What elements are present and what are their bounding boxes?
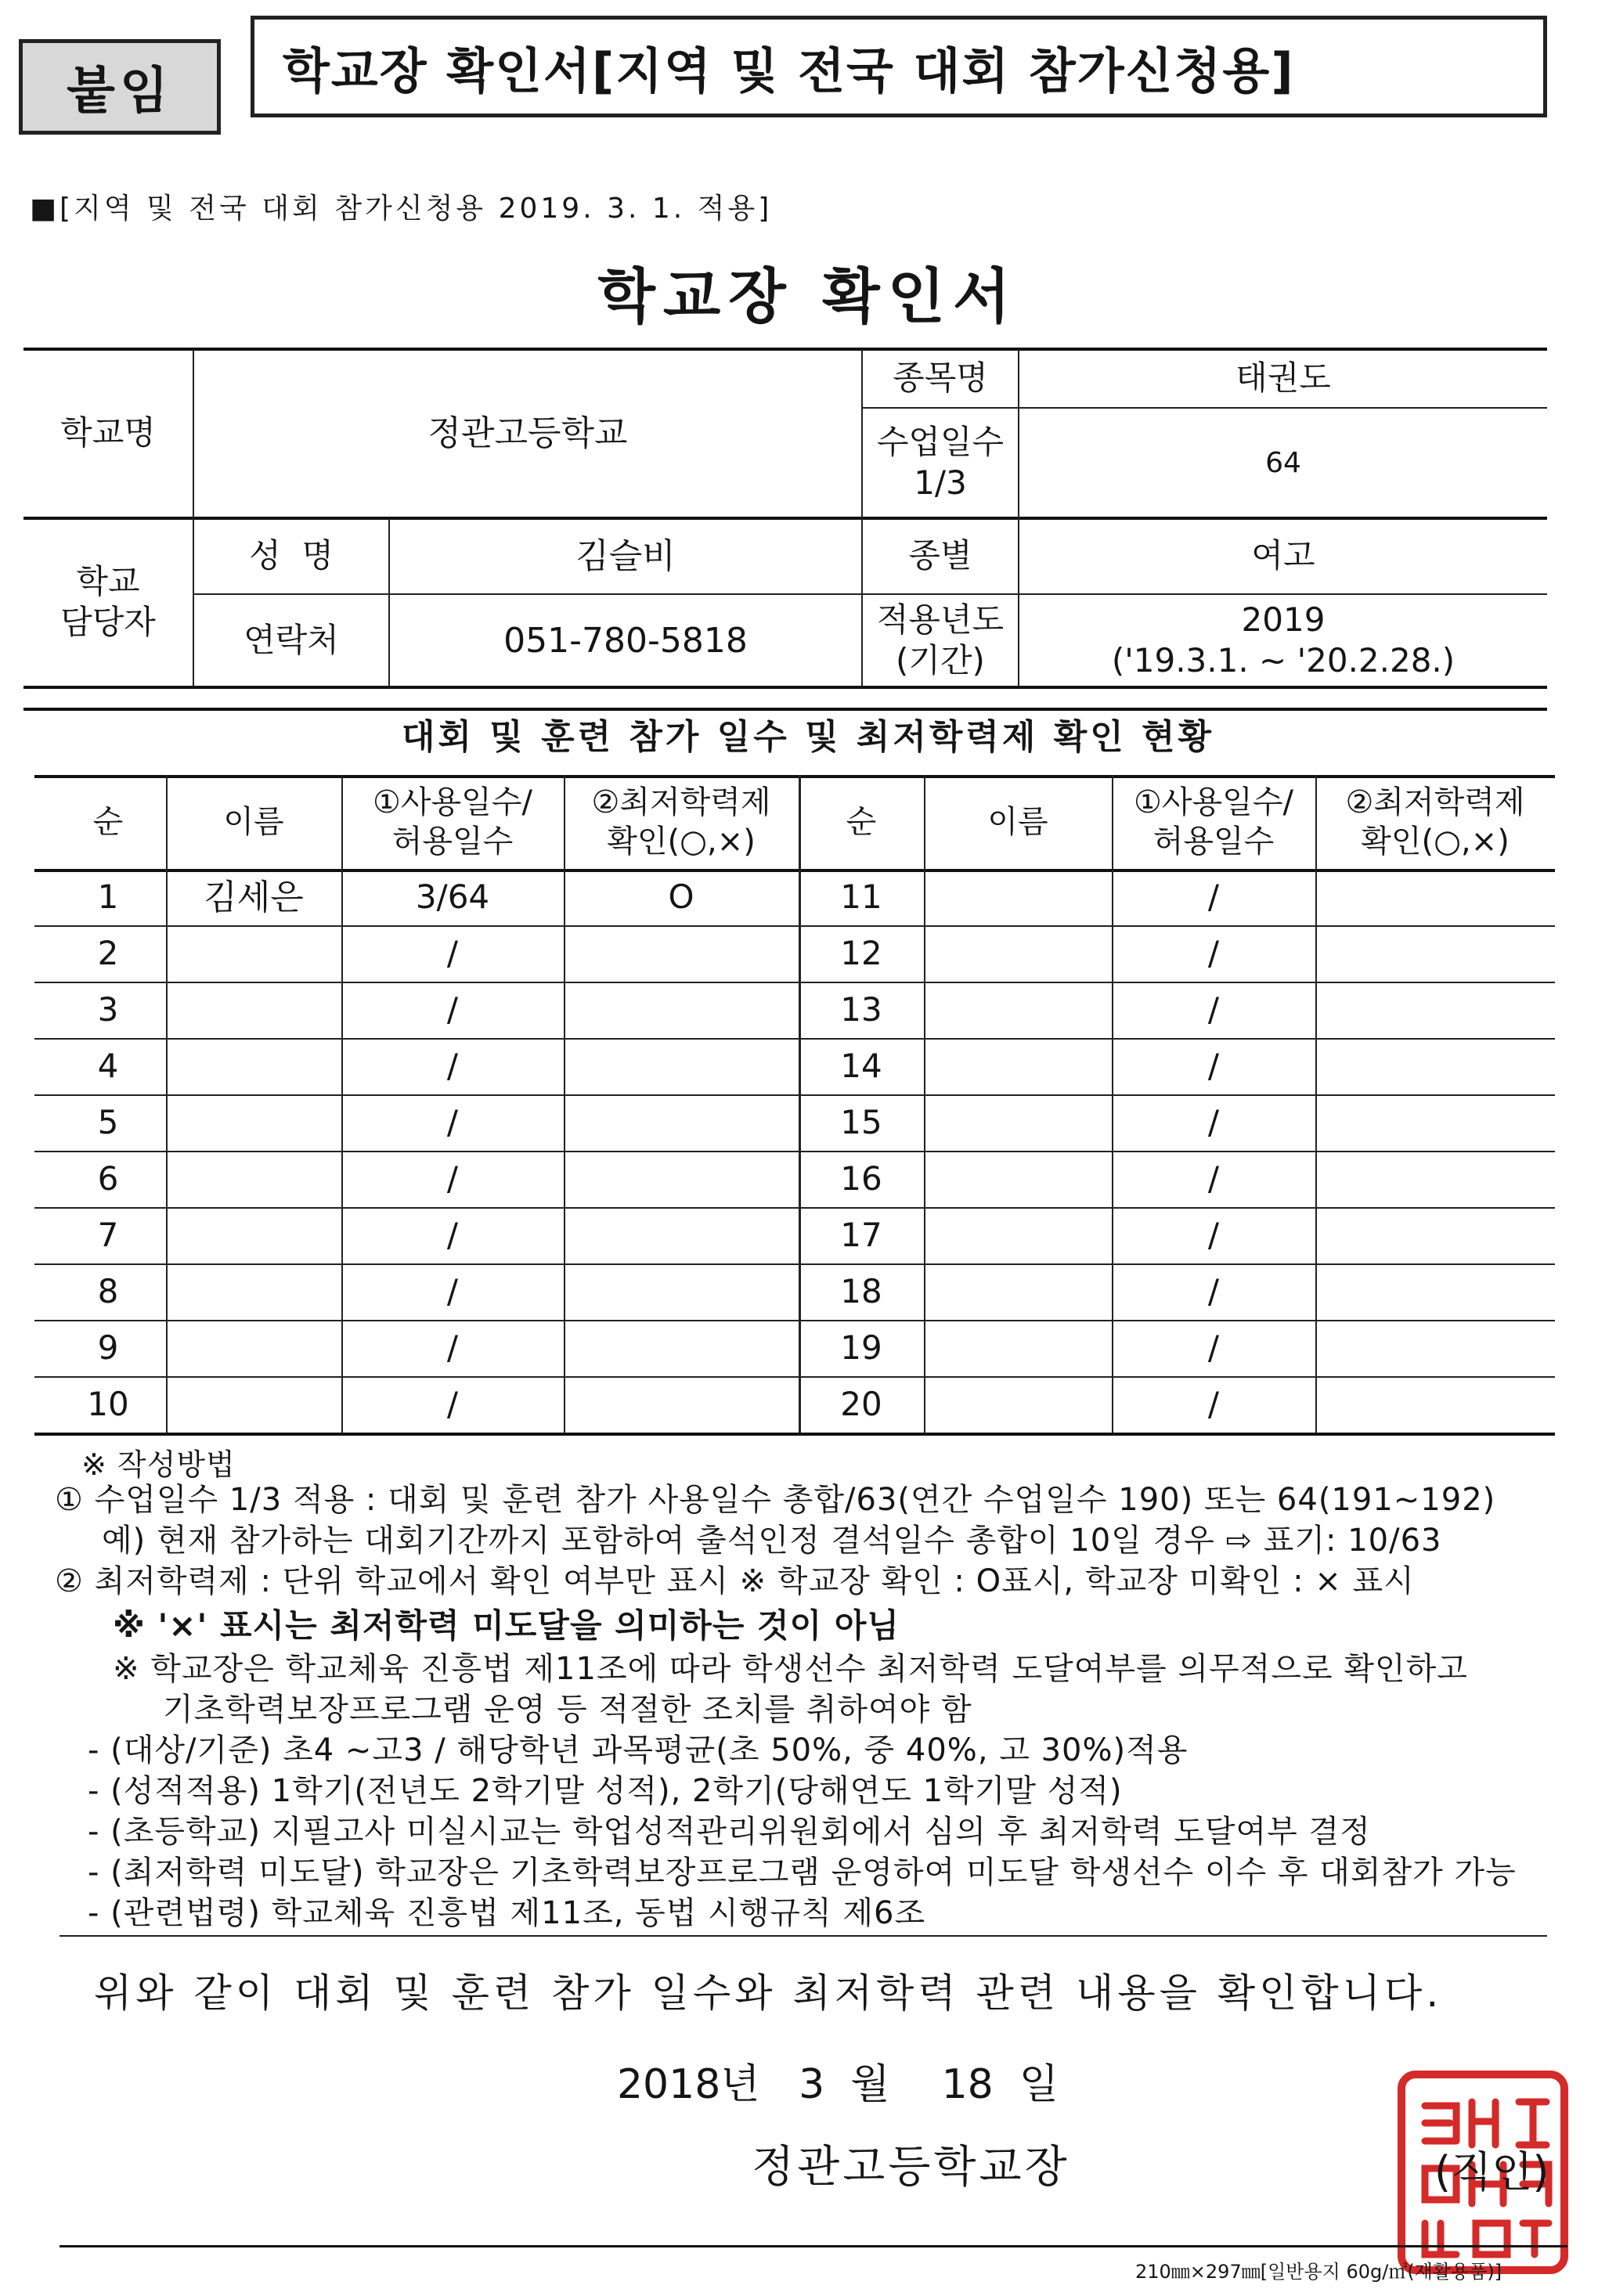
- staff-label-line2: 담당자: [60, 603, 156, 641]
- table-row-name: [924, 1263, 1112, 1320]
- table-row-no: 3: [97, 989, 119, 1029]
- contact-name-value: 김슬비: [575, 535, 676, 576]
- event-value: 태권도: [1235, 358, 1331, 397]
- table-row-check: [564, 1038, 799, 1094]
- table-row-days: /: [1207, 1328, 1220, 1367]
- class-days-label-line2: 1/3: [914, 463, 967, 502]
- period-value-range: ('19.3.1. ~ '20.2.28.): [1111, 641, 1455, 679]
- right-header-name: 이름: [987, 804, 1048, 840]
- right-header-check-line1: ②최저학력제: [1345, 784, 1525, 820]
- table-row-no: 7: [97, 1215, 119, 1254]
- left-header-check-line2: 확인(○,×): [607, 824, 756, 860]
- table-row-check: [1315, 1320, 1555, 1376]
- table-row-days: /: [446, 1159, 459, 1198]
- signer-name: 정관고등학교장: [752, 2142, 1070, 2193]
- table-row-name: [166, 1376, 341, 1433]
- table-row-no: 2: [97, 933, 119, 972]
- left-header-name: 이름: [223, 804, 284, 840]
- staff-label: [23, 518, 193, 686]
- table-row-days: /: [1207, 1102, 1220, 1141]
- table-row-name: 김세은: [204, 877, 304, 917]
- class-days-label: [863, 409, 1018, 517]
- table-row-no: 10: [87, 1384, 129, 1423]
- table-row-check: [564, 1207, 799, 1263]
- left-header-no: 순: [92, 804, 124, 840]
- table-row-no: 9: [97, 1328, 119, 1367]
- right-header-days-line2: 허용일수: [1152, 824, 1275, 860]
- table-row-days: /: [1207, 1271, 1220, 1310]
- table-row-no: 15: [840, 1102, 882, 1141]
- table-row-check: [1315, 1263, 1555, 1320]
- school-name-value: 정관고등학교: [427, 413, 628, 453]
- table-row-days: /: [1207, 989, 1220, 1029]
- table-row-name: [924, 1094, 1112, 1151]
- table-row-name: [166, 1263, 341, 1320]
- right-header-check-line2: 확인(○,×): [1361, 824, 1510, 860]
- right-header-days: [1112, 775, 1315, 869]
- issue-date: 2018년 3 월 18 일: [616, 2061, 1059, 2108]
- table-row-days: /: [446, 1102, 459, 1141]
- note-class-days-example: 예) 현재 참가하는 대회기간까지 포함하여 출석인정 결석일수 총합이 10일 경우 ⇨ 표기: 10/63: [102, 1523, 1442, 1559]
- table-row-days: /: [1207, 877, 1220, 916]
- table-row-name: [166, 1207, 341, 1263]
- detail-grade-apply: - (성적적용) 1학기(전년도 2학기말 성적), 2학기(당해연도 1학기말 성적): [88, 1773, 1123, 1809]
- table-row-days: /: [446, 1215, 459, 1254]
- table-row-check: [564, 1376, 799, 1433]
- period-label-line2: (기간): [896, 641, 985, 679]
- table-row-no: 6: [97, 1159, 119, 1198]
- table-row-name: [166, 982, 341, 1038]
- table-row-days: /: [446, 1046, 459, 1085]
- attachment-tag: [19, 39, 221, 135]
- period-value-year: 2019: [1241, 600, 1326, 639]
- table-row-days: /: [446, 1384, 459, 1423]
- table-row-name: [924, 1151, 1112, 1207]
- table-row-no: 1: [97, 877, 119, 916]
- table-row-no: 18: [840, 1271, 882, 1310]
- document-title: 학교장 확인서: [597, 261, 1019, 331]
- left-header-days-line2: 허용일수: [391, 824, 514, 860]
- table-row-check: [564, 1094, 799, 1151]
- table-row-name: [166, 925, 341, 982]
- subnote: ■[지역 및 전국 대회 참가신청용 2019. 3. 1. 적용]: [30, 193, 773, 225]
- contact-name-label: 성 명: [249, 535, 334, 575]
- table-row-name: [924, 982, 1112, 1038]
- table-row-no: 12: [840, 933, 882, 972]
- table-row-name: [924, 869, 1112, 925]
- table-row-check: [1315, 1207, 1555, 1263]
- seal-label: (직인): [1434, 2147, 1549, 2197]
- table-row-check: [1315, 925, 1555, 982]
- table-row-no: 14: [840, 1046, 882, 1085]
- class-days-value: 64: [1265, 446, 1301, 479]
- table-row-name: [924, 1376, 1112, 1433]
- table-row-no: 5: [97, 1102, 119, 1141]
- detail-related-law: - (관련법령) 학교체육 진흥법 제11조, 동법 시행규칙 제6조: [88, 1895, 926, 1931]
- table-row-check: [564, 925, 799, 982]
- event-label: 종목명: [893, 358, 988, 397]
- right-header-check: [1315, 775, 1555, 869]
- table-row-name: [166, 1094, 341, 1151]
- table-row-no: 17: [840, 1215, 882, 1254]
- table-row-days: 3/64: [415, 877, 490, 916]
- period-value: [1019, 595, 1547, 686]
- table-row-days: /: [446, 989, 459, 1029]
- table-row-days: /: [446, 1271, 459, 1310]
- detail-target: - (대상/기준) 초4 ~고3 / 해당학년 과목평균(초 50%, 중 40%, 고 30%)적용: [88, 1732, 1189, 1768]
- table-row-days: /: [1207, 1384, 1220, 1423]
- paper-spec: 210㎜×297㎜[일반용지 60g/㎡(재활용품)]: [1135, 2261, 1502, 2283]
- table-row-days: /: [446, 933, 459, 972]
- table-row-days: /: [1207, 1215, 1220, 1254]
- table-row-check: [564, 982, 799, 1038]
- notes-heading: ※ 작성방법: [81, 1447, 236, 1482]
- table-row-days: /: [1207, 1159, 1220, 1198]
- table-row-check: [1315, 1038, 1555, 1094]
- table-row-no: 16: [840, 1159, 882, 1198]
- table-row-check: [1315, 1376, 1555, 1433]
- detail-elementary: - (초등학교) 지필고사 미실시교는 학업성적관리위원회에서 심의 후 최저학력 도달여부 결정: [88, 1814, 1371, 1850]
- note-mark-meaning: ※ '×' 표시는 최저학력 미도달을 의미하는 것이 아님: [113, 1606, 900, 1645]
- left-header-check: [564, 775, 799, 869]
- contact-phone-label: 연락처: [243, 620, 339, 659]
- banner-title-box: [251, 16, 1547, 117]
- table-row-check: [564, 1151, 799, 1207]
- period-label-line1: 적용년도: [876, 600, 1005, 639]
- left-header-days-line1: ①사용일수/: [373, 784, 532, 820]
- table-row-name: [924, 1320, 1112, 1376]
- table-row-name: [924, 925, 1112, 982]
- note-principal-duty: ※ 학교장은 학교체육 진흥법 제11조에 따라 학생선수 최저학력 도달여부를 의무적으로 확인하고: [113, 1651, 1468, 1687]
- note-min-academic: ② 최저학력제 : 단위 학교에서 확인 여부만 표시 ※ 학교장 확인 : O표시, 학교장 미확인 : × 표시: [55, 1563, 1415, 1599]
- left-header-days: [341, 775, 564, 869]
- gender-value: 여고: [1251, 535, 1315, 575]
- confirm-text: 위와 같이 대회 및 훈련 참가 일수와 최저학력 관련 내용을 확인합니다.: [94, 1970, 1443, 2016]
- table-row-name: [924, 1207, 1112, 1263]
- table-row-name: [924, 1038, 1112, 1094]
- table-row-check: O: [668, 877, 694, 916]
- left-header-check-line1: ②최저학력제: [591, 784, 771, 820]
- table-row-no: 19: [840, 1328, 882, 1367]
- table-row-check: [564, 1320, 799, 1376]
- table-row-check: [1315, 869, 1555, 925]
- contact-phone-value: 051-780-5818: [503, 620, 748, 661]
- attachment-tag-label: 붙임: [67, 63, 173, 121]
- right-header-no: 순: [846, 804, 877, 840]
- table-row-no: 13: [840, 989, 882, 1029]
- note-class-days: ① 수업일수 1/3 적용 : 대회 및 훈련 참가 사용일수 총합/63(연간 수업일수 190) 또는 64(191~192): [55, 1482, 1496, 1518]
- staff-label-line1: 학교: [76, 561, 140, 600]
- section-title: 대회 및 훈련 참가 일수 및 최저학력제 확인 현황: [401, 717, 1215, 757]
- banner-title: 학교장 확인서[지역 및 전국 대회 참가신청용]: [283, 41, 1295, 99]
- table-row-name: [166, 1320, 341, 1376]
- table-row-check: [564, 1263, 799, 1320]
- table-row-no: 8: [97, 1271, 119, 1310]
- table-row-days: /: [1207, 1046, 1220, 1085]
- school-name-label: 학교명: [60, 413, 156, 452]
- table-row-days: /: [446, 1328, 459, 1367]
- table-row-no: 20: [840, 1384, 882, 1423]
- table-row-no: 4: [97, 1046, 119, 1085]
- gender-label: 종별: [908, 535, 972, 575]
- table-row-check: [1315, 982, 1555, 1038]
- table-row-no: 11: [840, 877, 882, 916]
- table-row-check: [1315, 1094, 1555, 1151]
- table-row-days: /: [1207, 933, 1220, 972]
- class-days-label-line1: 수업일수: [876, 422, 1005, 461]
- table-row-check: [1315, 1151, 1555, 1207]
- table-row-name: [166, 1038, 341, 1094]
- right-header-days-line1: ①사용일수/: [1134, 784, 1293, 820]
- detail-below-minimum: - (최저학력 미도달) 학교장은 기초학력보장프로그램 운영하여 미도달 학생선수 이수 후 대회참가 가능: [88, 1854, 1517, 1891]
- table-row-name: [166, 1151, 341, 1207]
- note-principal-duty-cont: 기초학력보장프로그램 운영 등 적절한 조치를 취하여야 함: [163, 1692, 972, 1728]
- period-label: [863, 595, 1018, 686]
